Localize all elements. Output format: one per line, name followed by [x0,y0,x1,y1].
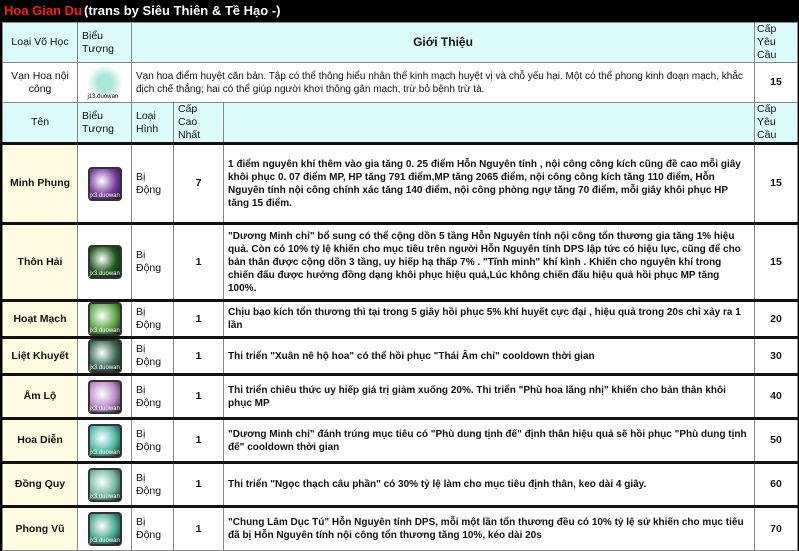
skill-name: Đồng Quy [3,463,78,507]
am-lo-icon [88,380,122,414]
skill-max-level: 1 [174,375,224,419]
skill-max-level: 1 [174,419,224,463]
skill-type: Bị Động [132,224,174,301]
skills-header-row [3,103,798,144]
school-header-row [3,23,798,63]
header-type: Loại Hình [132,103,174,144]
skill-icon-cell [78,463,132,507]
skill-required-level: 15 [755,144,798,224]
dong-quy-icon [88,468,122,502]
skill-type: Bị Động [132,507,174,551]
skill-icon-cell [78,301,132,338]
skill-max-level: 1 [174,224,224,301]
skill-icon-cell [78,507,132,551]
skill-row [3,338,798,375]
icon-watermark: jx3.duowan [89,493,120,500]
school-row [3,63,798,103]
skill-icon-cell [78,375,132,419]
title-bar [0,0,799,22]
skill-type: Bị Động [132,463,174,507]
header-school-icon: Biểu Tượng [78,23,132,63]
skill-type: Bị Động [132,144,174,224]
skill-name: Phong Vũ [3,507,78,551]
skill-required-level: 15 [755,224,798,301]
thon-hai-icon [88,245,122,279]
school-description: Vạn hoa điểm huyệt căn bản. Tập có thể thông hiểu nhân thể kinh mạch huyệt vị và chỗ yếu hại. Một có thể phong kinh đoạn mạch, khắc địch chế thắng; hai có thể giúp người khơi thông gân mạch, trừ bỏ bệnh trừ tà. [132,63,755,103]
page-title: Hoa Gian Du [4,3,83,18]
skill-description: "Dương Minh chỉ" đánh trúng mục tiêu có "Phù dung tịnh đế" định thân hiệu quả sẽ hồi phục "Phù dung tịnh đế" cooldown thời gian [224,419,755,463]
liet-khuyet-icon [88,339,122,373]
skill-required-level: 40 [755,375,798,419]
skill-name: Hoa Diễn [3,419,78,463]
skill-description: Thi triển chiêu thức uy hiếp giá trị giảm xuống 20%. Thi triển "Phù hoa lãng nhị" khiến cho bản thân khôi phục MP [224,375,755,419]
skill-row [3,144,798,224]
header-school-type: Loại Võ Học [3,23,78,63]
header-max-level: Cấp Cao Nhất [174,103,224,144]
hoat-mach-icon [88,302,122,336]
skill-description: Chịu bạo kích tổn thương thì tại trong 5 giây hồi phục 5% khí huyết cực đại , hiệu quả trong 20s chỉ xảy ra 1 lần [224,301,755,338]
skill-type: Bị Động [132,419,174,463]
skill-required-level: 50 [755,419,798,463]
school-name: Vạn Hoa nội công [3,63,78,103]
icon-watermark: jx3.duowan [89,405,120,412]
skill-name: Ẩm Lộ [3,375,78,419]
skill-description: Thi triển "Ngọc thạch câu phần" có 30% tỷ lệ làm cho mục tiêu định thân, keo dài 4 giây. [224,463,755,507]
icon-watermark: jx3.duowan [89,449,120,456]
skill-description: 1 điểm nguyên khí thêm vào gia tăng 0. 25 điểm Hỗn Nguyên tính , nội công công kích cũng đề cao mỗi giây khôi phục 0. 07 điểm MP, HP tăng 791 điểm,MP tăng 2065 điểm, nội công công kích tăng 110 điểm, Hỗn Nguyên tính nội công chính xác tăng 140 điểm, nội công phòng ngự tăng 70 điểm, mỗi giây khôi phục HP tăng 15 điểm. [224,144,755,224]
icon-watermark: jx3.duowan [89,271,120,277]
skill-icon-cell [78,338,132,375]
skill-required-level: 70 [755,507,798,551]
header-school-level: Cấp Yêu Cầu [755,23,798,63]
skill-icon-cell [78,144,132,224]
icon-watermark: jx3.duowan [89,192,120,199]
skill-row [3,419,798,463]
icon-watermark: j13.duowan [87,93,119,100]
icon-watermark: jx3.duowan [89,328,120,334]
skill-required-level: 30 [755,338,798,375]
skill-type: Bị Động [132,375,174,419]
school-icon-cell [78,63,132,103]
school-level: 15 [755,63,798,103]
icon-watermark: jx3.duowan [89,365,120,371]
skill-type: Bị Động [132,338,174,375]
icon-watermark: jx3.duowan [89,538,120,544]
skill-row [3,375,798,419]
skill-required-level: 60 [755,463,798,507]
skill-max-level: 1 [174,463,224,507]
header-required-level: Cấp Yêu Cầu [755,103,798,144]
skill-name: Liệt Khuyết [3,338,78,375]
skill-row [3,224,798,301]
skill-row [3,507,798,551]
phong-vu-icon [88,512,122,546]
skill-description: "Dương Minh chỉ" bổ sung có thể cộng dồn 5 tầng Hỗn Nguyên tính nội công tổn thương gia tăng 1% hiệu quả. Còn có 10% tỷ lệ khiến cho mục tiêu trên người Hỗn Nguyên tính DPS lập tức có hiệu lực, cũng để cho bản thân được cộng dồn 3 tầng, uy hiếp hạ thấp 7% . "Tĩnh minh" khí kình . Khiến cho nguyên khí trong chiến đấu được hưởng đồng dạng khôi phục hiệu quả,Lúc không chiến đấu hiệu quả hồi phục MP tăng 100%. [224,224,755,301]
hoa-dien-icon [88,424,122,458]
skill-name: Thôn Hải [3,224,78,301]
skill-description: "Chung Lâm Dục Tú" Hỗn Nguyên tính DPS, mỗi một lần tổn thương đều có 10% tỷ lệ sử khiến cho mục tiêu đã bị Hỗn Nguyên tính nội công tổn thương tăng 10%, kéo dài 20s [224,507,755,551]
header-intro: Giới Thiệu [132,23,755,63]
skill-icon-cell [78,224,132,301]
header-icon: Biểu Tượng [78,103,132,144]
skill-max-level: 1 [174,338,224,375]
skill-type: Bị Động [132,301,174,338]
skill-required-level: 20 [755,301,798,338]
skill-table [2,22,798,551]
page-subtitle: (trans by Siêu Thiên & Tề Hạo -) [84,3,281,18]
skill-max-level: 1 [174,301,224,338]
skill-description: Thi triển "Xuân nê hộ hoa" có thể hồi phục "Thái Âm chỉ" cooldown thời gian [224,338,755,375]
minh-phung-icon [88,167,122,201]
skill-name: Minh Phụng [3,144,78,224]
header-description [224,103,755,144]
van-hoa-icon [88,66,122,100]
skill-name: Hoạt Mạch [3,301,78,338]
skill-row [3,301,798,338]
skill-max-level: 1 [174,507,224,551]
skill-row [3,463,798,507]
skill-max-level: 7 [174,144,224,224]
skill-icon-cell [78,419,132,463]
header-name: Tên [3,103,78,144]
